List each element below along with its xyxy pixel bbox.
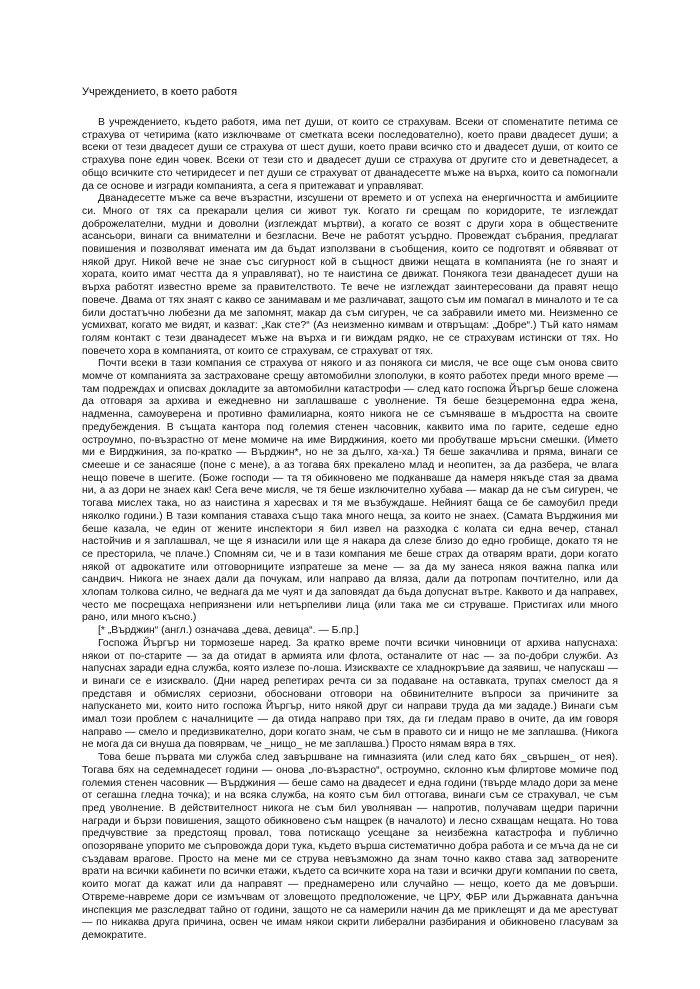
translator-footnote: [* „Върджин“ (англ.) означава „дева, девица“. — Б.пр.] (98, 625, 359, 637)
document-body (82, 117, 618, 943)
paragraph: Госпожа Йъргър ни тормозеше наред. За кратко време почти всички чиновници от архива напуснаха: някои от по-старите — за да отидат в армията или флота, останалите от нас — за по-добри служби. Аз напуснах заради една служба, която излезе по-лоша. Изисквахте се хладнокръвие да заявиш, че напускаш — и винаги се е изисквало. (Дни наред репетирах речта си за подаване на оставката, трупах смелост да я представя и обмислях сериозни, обосновани отговори на обвинителните въпроси за причините за напускането ми, които нито госпожа Йъргър, нито някой друг си направи труда да ми зададе.) Винаги съм имал този проблем с началниците — да отида направо при тях, да ги гледам право в очите, да им говоря направо — смело и предизвикателно, дори когато знам, че съм в правото си и нищо не ме заплашва. (Никога не мога да си внуша да повярвам, че _нищо_ не ме заплашва.) Просто нямам вяра в тях. (82, 637, 618, 751)
paragraph: В учреждението, където работя, има пет души, от които се страхувам. Всеки от споменатите петима се страхува от четирима (като изключваме от сметката всеки последователно), което прави двадесет души; а всеки от тези двадесет души се страхува от шест души, което прави всичко сто и двадесет души, от които се страхува поне един човек. Всеки от тези сто и двадесет души се страхува от другите сто и деветнадесет, а общо всичките сто четиридесет и пет души се страхуват от дванадесетте мъже на върха, които са помогнали да се основе и изгради компанията, а сега я притежават и управляват. (82, 117, 618, 192)
paragraph: Почти всеки в тази компания се страхува от някого и аз понякога си мисля, че все още съм онова свито момче от компанията за застраховане срещу автомобилни злополуки, в която работех преди много време — там подреждах и описвах докладите за автомобилни катастрофи — след като госпожа Йъргър беше сложена да отговаря за архива и ежедневно ни заплашваше с уволнение. Тя беше безцеремонна едра жена, надменна, самоуверена и противно фамилиарна, която никога не се съмняваше в мъдростта на своите предубеждения. В същата кантора под големия стенен часовник, каквито има по гарите, седеше едно остроумно, по-възрастно от мене момиче на име Вирджиния, което ми пробутваше мръсни смешки. (Името ми е Вирджиния, за по-кратко — Върджин*, но не за дълго, ха-ха.) Тя беше закачлива и пряма, винаги се смееше и се занасяше (поне с мене), а аз тогава бях прекалено млад и неопитен, за да разбера, че влага нещо повече в шегите. (Боже господи — та тя обикновено ме подканваше да намеря някъде стая за двама ни, а аз дори не знаех как! Сега вече мисля, че тя беше изключително хубава — макар да не съм сигурен, че тогава мислех така, но аз наистина я харесвах и тя ме възбуждаше. Нейният баща се бе самоубил преди няколко години.) В тази компания ставаха също така много неща, за които не знаех. (Самата Върджиния ми беше казала, че един от жените инспектори я бил извел на разходка с колата си една вечер, станал настойчив и я заплашвал, че ще я изнасили или ще я накара да слезе близо до едно гробище, докато тя не се престорила, че плаче.) Спомням си, че и в тази компания ме беше страх да отварям врати, дори когато някой от адвокатите или отговорниците изпратеше за мене — за да му занеса някоя важна папка или сандвич. Никога не знаех дали да почукам, или направо да вляза, дали да потропам почтително, или да хлопам толкова силно, че веднага да ме чуят и да заповядат да бъда допуснат вътре. Каквото и да направех, често ме посрещаха неприязнени или нетърпеливи лица (или така ме си струваше. Пристигах или много рано, или много късно.) (82, 358, 618, 624)
paragraph: Това беше първата ми служба след завършване на гимназията (или след като бях _свършен_ от нея). Тогава бях на седемнадесет години — онова „по-възрастно“, остроумно, склонно към флиртове момиче под големия стенен часовник — Върджиния — беше само на двадесет и една години (твърде младо дори за мене от сегашна гледна точка); и на всяка служба, на която съм бил оттогава, винаги съм се страхувал, че съм пред уволнение. В действителност никога не съм бил уволняван — напротив, получавам щедри парични награди и бързи повишения, защото обикновено съм нащрек (в началото) и лесно схващам нещата. Но това предчувствие за предстоящ провал, това потискащо усещане за неизбежна катастрофа и публично опозоряване упорито ме съпровожда дори тука, където върша систематично добра работа и се мъча да не си създавам врагове. Просто на мене ми се струва невъзможно да знам точно какво става зад затворените врати на всички кабинети по всички етажи, където са всичките хора на тази и всички други компании по света, които могат да кажат или да направят — преднамерено или случайно — нещо, което да ме довърши. Отвреме-навреме дори се измъчвам от зловещото предположение, че ЦРУ, ФБР или Държавната данъчна инспекция ме разследват тайно от години, защото не са намерили начин да ме приклещят и да ме арестуват — по никаква друга причина, освен че имам някои скрити либерални разбирания и обикновено гласувам за демократите. (82, 752, 618, 941)
paragraph: Дванадесетте мъже са вече възрастни, изсушени от времето и от успеха на енергичността и амбициите си. Много от тях са прекарали целия си живот тук. Когато ги срещам по коридорите, те изглеждат доброжелателни, мудни и доволни (изглеждат мъртви), а когато се возят с други хора в обществените асансьори, винаги са внимателни и безгласни. Вече не работят усърдно. Провеждат събрания, предлагат повишения и позволяват имената им да бъдат използвани в съобщения, които се подготвят и обявяват от някой друг. Никой вече не знае със сигурност кой в същност движи нещата в компанията (не го знаят и хората, които имат честта да я управляват), но те наистина се движат. Понякога тези дванадесет души на върха работят известно време за правителството. Те вече не изглеждат заинтересовани да правят нещо повече. Двама от тях знаят с какво се занимавам и ме различават, защото съм им помагал в миналото и те са били достатъчно любезни да ме запомнят, макар да съм сигурен, че са забравили името ми. Неизменно се усмихват, когато ме видят, и казват: „Как сте?“ (Аз неизменно кимвам и отвръщам: „Добре“.) Тъй като нямам голям контакт с тези дванадесет мъже на върха и ги виждам рядко, не се страхувам истински от тях. Но повечето хора в компанията, от които се страхувам, се страхуват от тях. (82, 193, 618, 357)
document-title: Учреждението, в което работя (82, 86, 238, 98)
